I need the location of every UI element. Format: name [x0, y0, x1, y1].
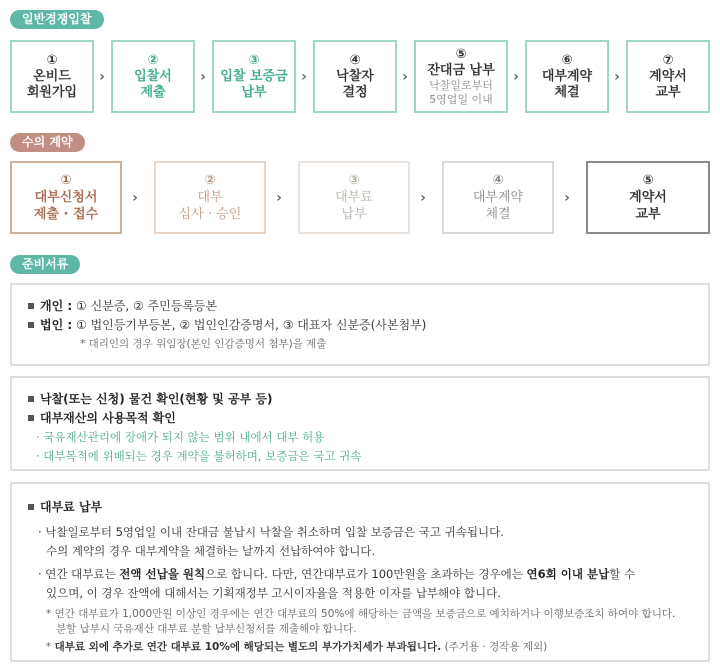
p2-post: 할 수 [609, 567, 636, 581]
bullet-square-icon [28, 322, 34, 328]
step-title-2: 납부 [241, 84, 267, 100]
check-box [10, 376, 710, 471]
step-title: 대부계약 [541, 68, 593, 84]
chevron-right-icon: › [513, 69, 519, 85]
personal-docs-line [28, 297, 694, 316]
general-step-3 [212, 40, 296, 113]
section-docs-label: 준비서류 [10, 255, 80, 274]
step-title: 낙찰자 [336, 68, 374, 84]
step-title: 계약서 [629, 190, 667, 205]
step-title-2: 결정 [342, 84, 368, 100]
proxy-note: * 대리인의 경우 위임장(본인 인감증명서 첨부)을 제출 [80, 338, 327, 350]
step-number: ⑥ [561, 52, 573, 68]
bullet-square-icon [28, 396, 34, 402]
chevron-right-icon: › [301, 69, 307, 85]
private-step-1 [10, 161, 122, 234]
chevron-right-icon: › [276, 190, 282, 206]
step-number: ③ [248, 52, 260, 68]
step-title-2: 체결 [485, 207, 511, 222]
general-step-4 [313, 40, 397, 113]
step-number: ② [204, 173, 216, 188]
chevron-right-icon: › [564, 190, 570, 206]
deposit-note: * 연간 대부료가 1,000만원 이상인 경우에는 연간 대부료의 50%에 해당하는 금액을 보증금으로 예치하거나 이행보증조치 하여야 합니다. [46, 608, 676, 620]
check-detail-1: · 국유재산관리에 장애가 되지 않는 범위 내에서 대부 허용 [36, 430, 325, 444]
private-step-5 [586, 161, 710, 234]
chevron-right-icon: › [614, 69, 620, 85]
payment-title: 대부료 납부 [40, 500, 103, 514]
step-subtitle: 낙찰일로부터 [429, 78, 493, 92]
step-title-2: 회원가입 [26, 84, 78, 100]
payment-para-2 [28, 565, 694, 584]
step-title: 잔대금 납부 [427, 62, 495, 78]
step-number: ② [147, 52, 159, 68]
step-number: ① [60, 173, 72, 188]
bullet-square-icon [28, 415, 34, 421]
check-item-1 [28, 390, 694, 409]
p2-mid: 으로 합니다. 다만, 연간대부료가 100만원을 초과하는 경우에는 [205, 567, 527, 581]
chevron-right-icon: › [402, 69, 408, 85]
documents-box [10, 283, 710, 366]
step-title-2: 교부 [635, 207, 661, 222]
general-step-2 [111, 40, 195, 113]
step-number: ⑤ [642, 173, 654, 188]
step-title-2: 납부 [341, 207, 367, 222]
general-step-7 [626, 40, 710, 113]
personal-label: 개인 : [40, 299, 73, 313]
payment-para-1: · 낙찰일로부터 5영업일 이내 잔대금 불납시 낙찰을 취소하며 입찰 보증금은 국고 귀속됩니다. [38, 525, 504, 539]
vat-bold: 대부료 외에 추가로 연간 대부료 10%에 해당되는 별도의 부가가치세가 부과됩니다. [54, 641, 442, 653]
step-title-2: 교부 [655, 84, 681, 100]
step-title-2: 체결 [554, 84, 580, 100]
vat-pre: * [46, 641, 55, 653]
bullet-square-icon [28, 504, 34, 510]
p2-bold-1: 전액 선납을 원칙 [119, 567, 206, 581]
section-general-label: 일반경쟁입찰 [10, 10, 104, 29]
step-title-2: 심사 · 승인 [178, 207, 242, 222]
corp-docs-line [28, 316, 694, 335]
step-title: 입찰서 [134, 68, 172, 84]
p2-bold-2: 연6회 이내 분납 [526, 567, 610, 581]
step-subtitle-2: 5영업일 이내 [429, 92, 493, 106]
payment-para-1b: 수의 계약의 경우 대부계약을 체결하는 날까지 선납하여야 합니다. [46, 544, 376, 558]
chevron-right-icon: › [200, 69, 206, 85]
vat-note [28, 639, 694, 655]
payment-para-2b: 있으며, 이 경우 잔액에 대해서는 기획재정부 고시이자율을 적용한 이자를 납부해야 합니다. [46, 586, 501, 600]
check-detail-2: · 대부목적에 위배되는 경우 계약을 불허하며, 보증금은 국고 귀속 [36, 449, 362, 463]
step-title: 대부료 [335, 190, 373, 205]
step-title: 대부계약 [472, 190, 524, 205]
general-step-6 [525, 40, 609, 113]
step-title-2: 제출 · 접수 [33, 207, 99, 222]
general-step-5 [414, 40, 508, 113]
private-step-3 [298, 161, 410, 234]
private-step-4 [442, 161, 554, 234]
step-number: ⑦ [662, 52, 674, 68]
payment-box [10, 482, 710, 662]
chevron-right-icon: › [99, 69, 105, 85]
step-number: ③ [348, 173, 360, 188]
section-private-label: 수의 계약 [10, 133, 85, 152]
step-number: ① [46, 52, 58, 68]
step-number: ④ [492, 173, 504, 188]
deposit-note-2: 분할 납부시 국유재산 대부료 분할 납부신청서를 제출해야 합니다. [56, 623, 357, 635]
corp-text: ① 법인등기부등본, ② 법인인감증명서, ③ 대표자 신분증(사본첨부) [76, 318, 427, 332]
corp-label: 법인 : [40, 318, 73, 332]
general-step-1 [10, 40, 94, 113]
chevron-right-icon: › [132, 190, 138, 206]
p2-pre: · 연간 대부료는 [38, 567, 120, 581]
step-number: ④ [349, 52, 361, 68]
personal-text: ① 신분증, ② 주민등록등본 [76, 299, 218, 313]
chevron-right-icon: › [420, 190, 426, 206]
check-item-2 [28, 409, 694, 428]
step-title-2: 제출 [140, 84, 166, 100]
step-title: 대부 [197, 190, 223, 205]
step-title: 대부신청서 [34, 190, 98, 205]
check-item-2-text: 대부재산의 사용목적 확인 [40, 411, 176, 425]
step-title: 온비드 [33, 68, 71, 84]
check-item-1-text: 낙찰(또는 신청) 물건 확인(현황 및 공부 등) [40, 392, 273, 406]
step-title: 입찰 보증금 [220, 68, 288, 84]
bullet-square-icon [28, 303, 34, 309]
step-title: 계약서 [649, 68, 687, 84]
private-step-2 [154, 161, 266, 234]
step-number: ⑤ [455, 46, 467, 62]
payment-title-line [28, 498, 694, 517]
vat-post: (주거용 · 경작용 제외) [441, 641, 548, 653]
